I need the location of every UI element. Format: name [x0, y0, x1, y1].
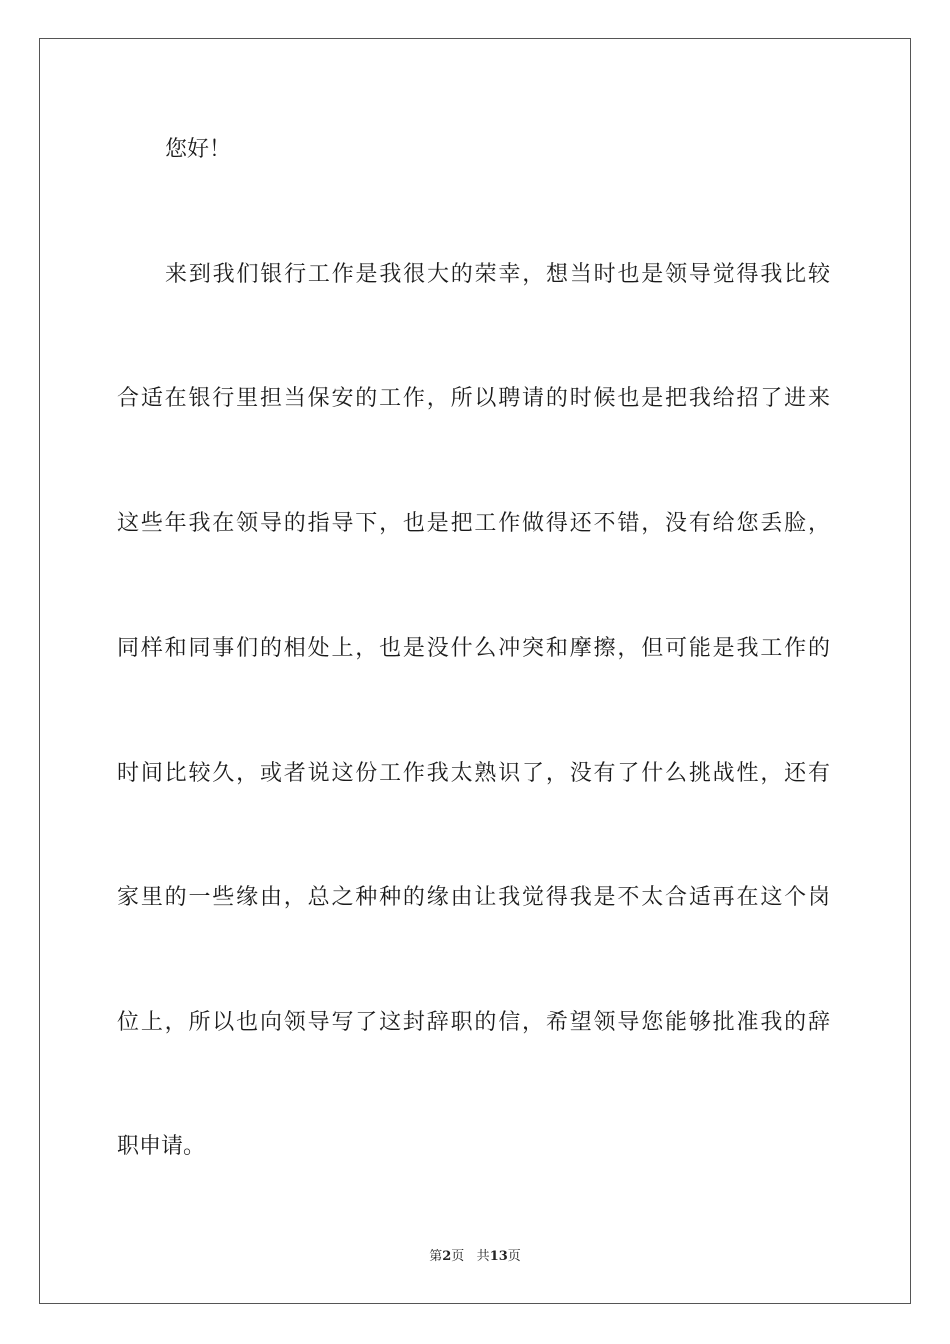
footer-total-suffix: 页	[507, 1249, 521, 1264]
greeting: 您好！	[165, 137, 232, 162]
paragraph-line-2: 合适在银行里担当保安的工作，所以聘请的时候也是把我给招了进来	[117, 386, 830, 411]
paragraph-line-8: 职申请。	[117, 1134, 206, 1159]
footer-page-total: 13	[489, 1249, 508, 1264]
footer-total-prefix: 共	[476, 1249, 490, 1264]
footer-page-current: 2	[442, 1249, 452, 1264]
paragraph-line-1: 来到我们银行工作是我很大的荣幸，想当时也是领导觉得我比较	[165, 262, 830, 287]
paragraph-line-3: 这些年我在领导的指导下，也是把工作做得还不错，没有给您丢脸，	[117, 511, 830, 536]
footer-page-suffix: 页	[451, 1249, 465, 1264]
paragraph-line-4: 同样和同事们的相处上，也是没什么冲突和摩擦，但可能是我工作的	[117, 636, 830, 661]
paragraph-line-7: 位上，所以也向领导写了这封辞职的信，希望领导您能够批准我的辞	[117, 1010, 830, 1035]
paragraph-line-5: 时间比较久，或者说这份工作我太熟识了，没有了什么挑战性，还有	[117, 761, 830, 786]
page-footer	[0, 1248, 950, 1266]
footer-page-prefix: 第	[429, 1249, 443, 1264]
page-frame	[39, 38, 911, 1304]
paragraph-line-6: 家里的一些缘由，总之种种的缘由让我觉得我是不太合适再在这个岗	[117, 885, 830, 910]
